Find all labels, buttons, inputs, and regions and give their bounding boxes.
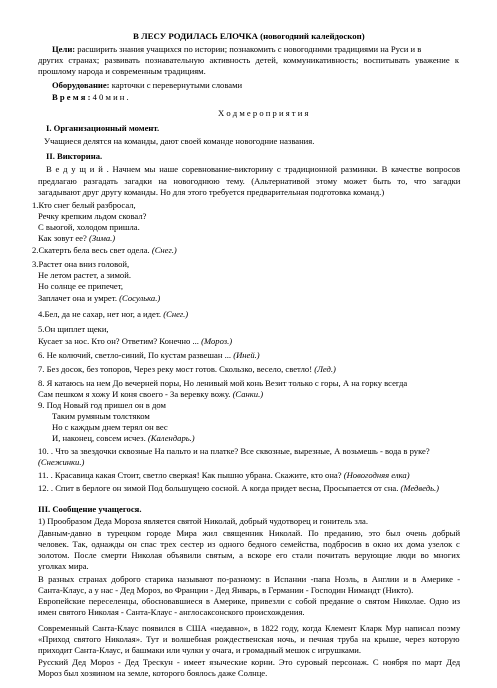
riddle-1-answer: (Зима.) xyxy=(88,233,116,243)
riddle-9-line-1: 9. Под Новый год пришел он в дом xyxy=(38,400,166,410)
riddle-1-line-3: С вьюгой, холодом пришла. xyxy=(38,222,140,232)
riddle-4 xyxy=(38,309,188,320)
section2-intro-3: загадывают друг другу команды. Но для этого требуется предварительная подготовка команд.) xyxy=(38,187,385,197)
riddle-11 xyxy=(38,470,410,481)
section3-p4-line-1: Современный Санта-Клаус появился в США «недавно», в 1822 году, когда Клемент Кларк Мур написал поэму xyxy=(38,623,461,633)
riddle-6-text: 6. Не колючий, светло-синий, По кустам развешан ... xyxy=(38,350,232,360)
section3-title-text: III. Сообщение учащегося. xyxy=(38,504,142,514)
section3-p3-line-2: Санта-Клаус, а у нас - Дед Мороз, во Франции - Дед Январь, в Германии - Господин Нимандт (Никто). xyxy=(38,585,414,595)
section3-p4-line-2: «Приход святого Николая». Тут и волшебная рождественская ночь, и печная труба на крыше, через которую xyxy=(38,634,460,644)
riddle-8-line-2-text: Сам пешком я хожу И коня своего - За веревку вожу. xyxy=(38,389,231,399)
document-title: В ЛЕСУ РОДИЛАСЬ ЕЛОЧКА (новогодний калейдоскоп) xyxy=(133,31,365,41)
riddle-5-answer: (Мороз.) xyxy=(201,336,233,346)
riddle-12 xyxy=(38,483,439,494)
section3-title xyxy=(38,504,141,515)
riddle-7-text: 7. Без досок, без топоров, Через реку мост готов. Скользко, весело, светло! xyxy=(38,364,313,374)
time-line xyxy=(52,92,129,103)
time-text: 4 0 м и н . xyxy=(90,92,129,102)
section1-title-text: I. Организационный момент. xyxy=(46,123,160,133)
section3-p2-line-1: Давным-давно в турецком городе Мира жил священник Николай. По преданию, это был очень добрый xyxy=(38,528,461,538)
section1-title xyxy=(46,123,159,134)
riddle-1-line-4 xyxy=(38,233,115,244)
section3-p4-line-3: приходит Санта-Клаус, и башмаки или чулки у очага, и громадный мешок с игрушками. xyxy=(38,645,362,655)
riddle-12-answer: (Медведь.) xyxy=(400,483,439,493)
section3-p5-line-1: Русский Дед Мороз - Дед Трескун - имеет языческие корни. Это суровый персонаж. С ноября по март Дед xyxy=(38,657,461,667)
riddle-6-answer: (Иней.) xyxy=(233,350,260,360)
riddle-3-line-4 xyxy=(38,293,160,304)
section2-intro-1 xyxy=(46,164,460,175)
riddle-6 xyxy=(38,350,260,361)
riddle-9-line-4 xyxy=(52,433,195,444)
section3-p3-line-1: В разных странах доброго старика называют по-разному: в Испании -папа Ноэль, в Англии и в Америке - xyxy=(38,574,461,584)
riddle-5-line-2-text: Кусает за нос. Кто он? Ответим? Конечно ... xyxy=(38,336,199,346)
riddle-1-line-1: 1.Кто снег белый разбросал, xyxy=(32,200,136,210)
section3-p5-line-2: Мороз был хозяином на земле, которого боялось даже Солнце. xyxy=(38,668,268,678)
goals-text-1: расширить знания учащихся по истории; познакомить с новогодними традициями на Руси и в xyxy=(75,44,422,54)
section3-p2-line-3: золотом. После смерти Николая объявили святым, а вскоре его стали почитать верующие люди во многих xyxy=(38,550,461,560)
riddle-8-line-2 xyxy=(38,389,263,400)
riddle-3-line-1: 3.Растет она вниз головой, xyxy=(32,259,130,269)
riddle-11-answer: (Новогодняя елка) xyxy=(343,470,410,480)
riddle-3-line-4-text: Заплачет она и умрет. xyxy=(38,293,118,303)
goals-line-3: прошлому народа и современным традициям. xyxy=(38,66,206,76)
equipment-label: Оборудование: xyxy=(52,80,110,90)
section3-p3-line-3: Европейские переселенцы, обосновавшиеся в Америке, привезли с собой предание о святом Николае. Одно из xyxy=(38,596,461,606)
section2-intro-1-text: Начнем мы наше соревнование-викторину с традиционной разминки. В качестве вопросов xyxy=(108,164,461,174)
equipment-line xyxy=(52,80,242,91)
riddle-4-answer: (Снег.) xyxy=(163,309,189,319)
riddle-7-answer: (Лед.) xyxy=(314,364,336,374)
riddle-2-answer: (Снег.) xyxy=(151,245,177,255)
riddle-8-answer: (Санки.) xyxy=(232,389,264,399)
host-label: В е д у щ и й . xyxy=(46,164,109,174)
riddle-3-line-3: Но солнце ее припечет, xyxy=(38,281,123,291)
section3-p1: 1) Прообразом Деда Мороза является святой Николай, добрый чудотворец и гонитель зла. xyxy=(38,516,369,526)
section2-intro-2: предлагаю разгадать загадки на новогоднюю тему. (Альтернативой этому может быть то, что загадки xyxy=(38,176,461,186)
goals-line-2: других странах; развивать познавательную активность детей, коммуникативность; воспитывать уважение к xyxy=(38,55,460,65)
section2-title-text: II. Викторина. xyxy=(46,151,103,161)
riddle-9-line-2: Таким румяным толстяком xyxy=(52,411,150,421)
riddle-9-answer: (Календарь.) xyxy=(147,433,195,443)
riddle-3-line-2: Не летом растет, а зимой. xyxy=(38,270,131,280)
time-label: В р е м я : xyxy=(52,92,91,102)
course-heading: Х о д м е р о п р и я т и я xyxy=(218,108,309,118)
section1-text: Учащиеся делятся на команды, дают своей команде новогодние названия. xyxy=(44,136,315,146)
riddle-3-answer: (Сосулька.) xyxy=(119,293,161,303)
riddle-8-line-1: 8. Я катаюсь на нем До вечерней поры, Но ленивый мой конь Везит только с горы, А на горку всегда xyxy=(38,378,408,388)
riddle-2-text: 2.Скатерть бела весь свет одела. xyxy=(32,245,150,255)
riddle-12-text: 12. . Спит в берлоге он зимой Под большущею сосной. А когда придет весна, Просыпается от сна. xyxy=(38,483,399,493)
goals-line-1 xyxy=(52,44,421,55)
riddle-9-line-4-text: И, наконец, совсем исчез. xyxy=(52,433,146,443)
section3-p3-line-4: имен святого Николая - Санта-Клаус - англосаксонского происхождения. xyxy=(38,607,305,617)
riddle-4-text: 4.Бел, да не сахар, нет ног, а идет. xyxy=(38,309,162,319)
equipment-text: карточки с перевернутыми словами xyxy=(109,80,243,90)
section3-p2-line-2: человек. Так, однажды он спас трех сестер из одного бедного семейства, подбросив в окно их дома узелок с xyxy=(38,539,460,549)
riddle-5-line-1: 5.Он щиплет щеки, xyxy=(38,324,109,334)
riddle-2 xyxy=(32,245,177,256)
riddle-10-answer: (Снежинки.) xyxy=(38,457,85,467)
riddle-7 xyxy=(38,364,336,375)
riddle-9-line-3: Но с каждым днем терял он вес xyxy=(52,422,168,432)
riddle-11-text: 11. . Красавица какая Стоит, светло сверкая! Как пышно убрана. Скажите, кто она? xyxy=(38,470,342,480)
goals-label: Цели: xyxy=(52,44,76,54)
riddle-10: 10. . Что за звездочки сквозные На пальто и на платке? Все сквозные, вырезные, А возьмешь - вода в руке? xyxy=(38,446,430,456)
riddle-1-line-2: Речку крепким льдом сковал? xyxy=(38,211,147,221)
section2-title xyxy=(46,151,102,162)
section3-p2-line-4: уголках мира. xyxy=(38,561,89,571)
riddle-1-line-4-text: Как зовут ее? xyxy=(38,233,87,243)
riddle-5-line-2 xyxy=(38,336,232,347)
